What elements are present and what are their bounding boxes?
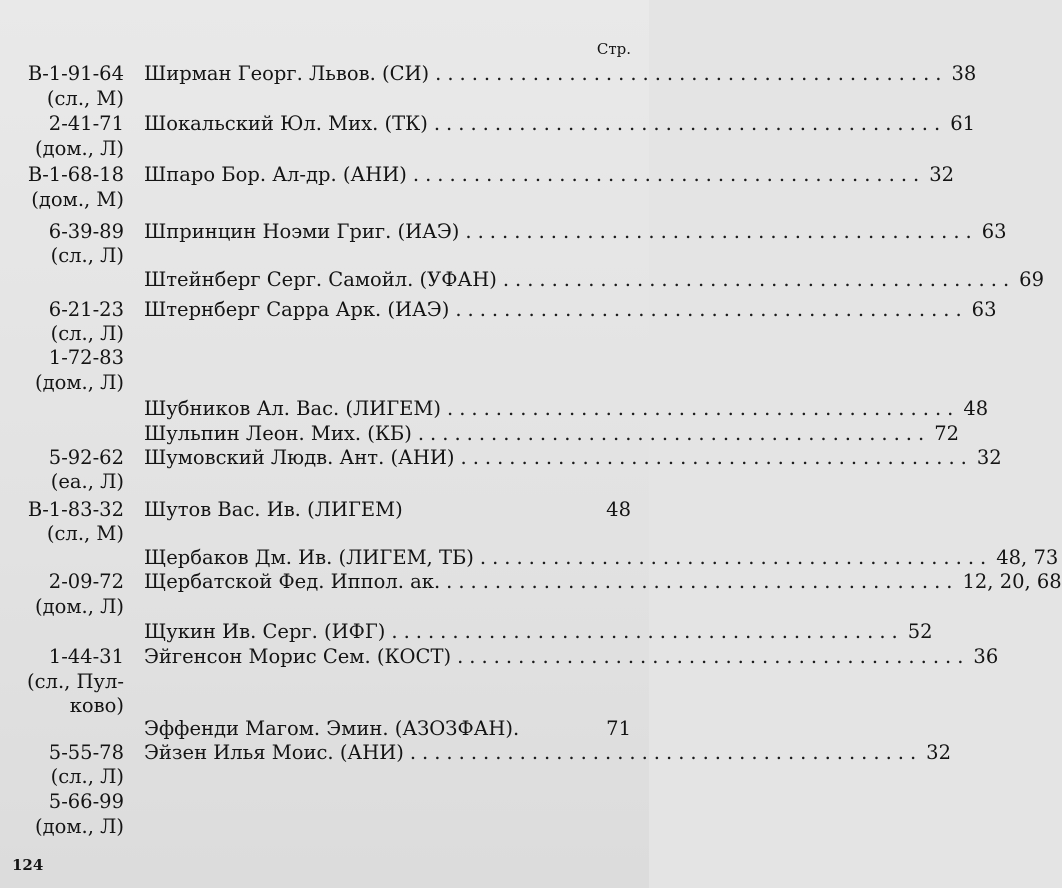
phone-note: (сл., М) xyxy=(46,87,124,110)
page-reference: 32 xyxy=(976,446,1002,469)
list-item xyxy=(0,498,649,522)
page-reference: 32 xyxy=(926,741,951,764)
person-name: Щукин Ив. Серг. (ИФГ) xyxy=(144,620,386,643)
list-item: 6-21-23 Штернберг Сарра Арк. (ИАЭ) .......................................... 63 xyxy=(48,298,997,321)
person-name: Эйгенсон Морис Сем. (КОСТ) xyxy=(144,645,452,668)
phone-note-line xyxy=(0,346,649,370)
person-name: Эйзен Илья Моис. (АНИ) xyxy=(144,741,404,764)
list-item: В-1-91-64 Ширман Георг. Львов. (СИ) .......................................... 38 xyxy=(27,62,977,85)
list-item: 5-55-78 Эйзен Илья Моис. (АНИ) .......................................... 32 xyxy=(48,741,951,764)
phone-number: 5-55-78 xyxy=(48,741,124,764)
phone-note: (еа., Л) xyxy=(50,470,124,493)
person-name: Штернберг Сарра Арк. (ИАЭ) xyxy=(144,298,450,321)
list-item: Щербаков Дм. Ив. (ЛИГЕМ, ТБ) .......................................... 48, 73 xyxy=(144,546,1059,569)
phone-note-line xyxy=(0,87,649,111)
list-item: Щукин Ив. Серг. (ИФГ) .......................................... 52 xyxy=(144,620,933,643)
list-item: Шульпин Леон. Мих. (КБ) .......................................... 72 xyxy=(144,422,960,445)
phone-number: 6-21-23 xyxy=(48,298,124,321)
phone-note: (сл., Л) xyxy=(50,322,124,345)
phone-number: 6-39-89 xyxy=(48,220,124,243)
phone-note: 5-66-99 xyxy=(48,790,124,813)
phone-note: (сл., Пул- xyxy=(27,670,124,693)
phone-number: В-1-83-32 xyxy=(27,498,124,521)
phone-note: 1-72-83 xyxy=(48,346,124,369)
page-reference: 48 xyxy=(606,498,631,521)
list-item: 2-09-72 Щербатской Фед. Иппол. ак. .......................................... 12, 20, 68 xyxy=(48,570,1062,593)
page-reference: 48, 73 xyxy=(996,546,1059,569)
phone-note-line xyxy=(0,188,649,212)
list-item: Штейнберг Серг. Самойл. (УФАН) .......................................... 69 xyxy=(144,268,1044,291)
page-column-label: Стр. xyxy=(596,40,631,58)
person-name: Шумовский Людв. Ант. (АНИ) xyxy=(144,446,455,469)
phone-number: В-1-68-18 xyxy=(27,163,124,186)
phone-note-line xyxy=(0,765,649,789)
person-name: Шпринцин Ноэми Григ. (ИАЭ) xyxy=(144,220,460,243)
phone-note-line xyxy=(0,470,649,494)
phone-note: ково) xyxy=(69,694,124,717)
phone-note: (дом., Л) xyxy=(35,137,124,160)
phone-note: (дом., М) xyxy=(31,188,124,211)
list-item: Шубников Ал. Вас. (ЛИГЕМ) .......................................... 48 xyxy=(144,397,989,420)
person-name: Шульпин Леон. Мих. (КБ) xyxy=(144,422,412,445)
page-reference: 61 xyxy=(950,112,976,135)
phone-note-line xyxy=(0,244,649,268)
page-reference: 69 xyxy=(1019,268,1044,291)
phone-note: (дом., Л) xyxy=(35,595,124,618)
person-name: Штейнберг Серг. Самойл. (УФАН) xyxy=(144,268,497,291)
page-reference: 36 xyxy=(973,645,999,668)
person-name: Эффенди Магом. Эмин. (АЗОЗФАН). xyxy=(144,717,520,740)
phone-note-line xyxy=(0,371,649,395)
page-reference: 63 xyxy=(971,298,997,321)
phone-number: В-1-91-64 xyxy=(27,62,124,85)
person-name: Шутов Вас. Ив. (ЛИГЕМ) xyxy=(144,498,403,521)
list-item: 1-44-31 Эйгенсон Морис Сем. (КОСТ) .......................................... 36 xyxy=(48,645,999,668)
page-reference: 38 xyxy=(951,62,977,85)
phone-note-line xyxy=(0,815,649,839)
phone-note-line xyxy=(0,790,649,814)
phone-number: 5-92-62 xyxy=(48,446,124,469)
page-reference: 12, 20, 68 xyxy=(962,570,1062,593)
list-item: В-1-68-18 Шпаро Бор. Ал-др. (АНИ) .......................................... 32 xyxy=(27,163,955,186)
list-item: 6-39-89 Шпринцин Ноэми Григ. (ИАЭ) .......................................... 63 xyxy=(48,220,1007,243)
page-reference: 52 xyxy=(907,620,933,643)
page-reference: 48 xyxy=(963,397,989,420)
page-reference: 71 xyxy=(606,717,631,740)
person-name: Щербатской Фед. Иппол. ак. xyxy=(144,570,441,593)
phone-number: 1-44-31 xyxy=(48,645,124,668)
phone-note-line xyxy=(0,694,649,718)
list-item xyxy=(0,717,649,741)
phone-note: (дом., Л) xyxy=(35,371,124,394)
person-name: Щербаков Дм. Ив. (ЛИГЕМ, ТБ) xyxy=(144,546,474,569)
phone-note: (сл., Л) xyxy=(50,765,124,788)
person-name: Шубников Ал. Вас. (ЛИГЕМ) xyxy=(144,397,441,420)
phone-number: 2-41-71 xyxy=(48,112,124,135)
page-number: 124 xyxy=(12,856,44,874)
phone-note: (сл., Л) xyxy=(50,244,124,267)
phone-note-line xyxy=(0,595,649,619)
list-item: 5-92-62 Шумовский Людв. Ант. (АНИ) .......................................... 32 xyxy=(48,446,1002,469)
person-name: Ширман Георг. Львов. (СИ) xyxy=(144,62,430,85)
phone-note: (сл., М) xyxy=(46,522,124,545)
phone-note-line xyxy=(0,670,649,694)
page-reference: 72 xyxy=(934,422,960,445)
person-name: Шпаро Бор. Ал-др. (АНИ) xyxy=(144,163,407,186)
phone-note: (дом., Л) xyxy=(35,815,124,838)
phone-note-line xyxy=(0,322,649,346)
list-item: 2-41-71 Шокальский Юл. Мих. (ТК) .......................................... 61 xyxy=(48,112,976,135)
phone-note-line xyxy=(0,137,649,161)
page-reference: 32 xyxy=(929,163,955,186)
phone-number: 2-09-72 xyxy=(48,570,124,593)
person-name: Шокальский Юл. Мих. (ТК) xyxy=(144,112,428,135)
page-reference: 63 xyxy=(981,220,1007,243)
phone-note-line xyxy=(0,522,649,546)
